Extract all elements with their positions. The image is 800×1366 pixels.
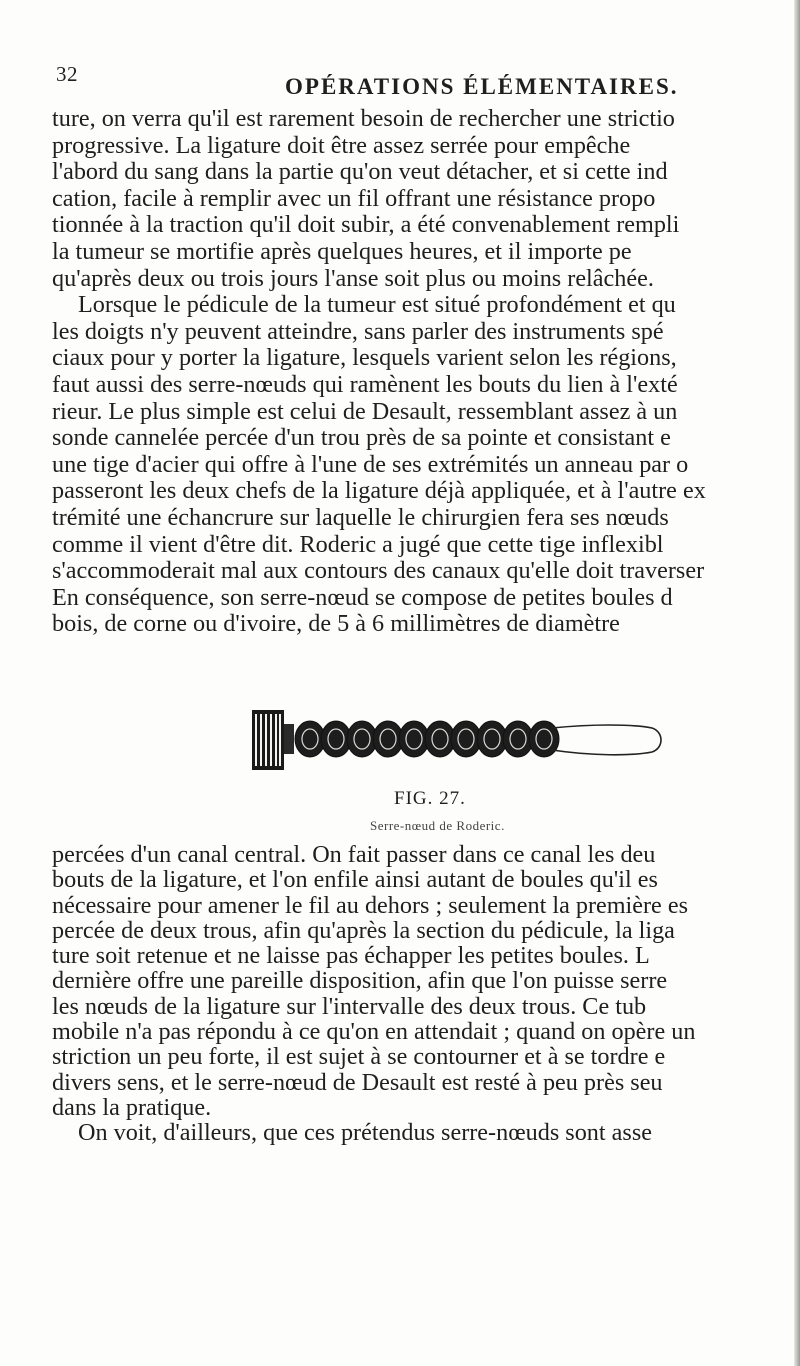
text-line: ture, on verra qu'il est rarement besoin de rechercher une strictio [52, 106, 675, 132]
text-line: percée de deux trous, afin qu'après la section du pédicule, la liga [52, 916, 675, 944]
text-line: On voit, d'ailleurs, que ces prétendus serre-nœuds sont asse [78, 1119, 652, 1146]
running-head: OPÉRATIONS ÉLÉMENTAIRES. [285, 74, 679, 99]
figure-subcaption: Serre-nœud de Roderic. [370, 818, 505, 833]
text-line: progressive. La ligature doit être assez serrée pour empêche [52, 131, 631, 159]
text-line: dernière offre une pareille disposition, afin que l'on puisse serre [52, 967, 668, 995]
text-line: dans la pratique. [52, 1093, 212, 1121]
text-line: une tige d'acier qui offre à l'une de ses extrémités un anneau par o [52, 450, 689, 478]
text-line: l'abord du sang dans la partie qu'on veut détacher, et si cette ind [52, 158, 668, 186]
text-line: sonde cannelée percée d'un trou près de sa pointe et consistant e [52, 424, 671, 452]
text-line: les nœuds de la ligature sur l'intervalle des deux trous. Ce tub [52, 992, 647, 1020]
ligature-loop [552, 725, 661, 755]
text-line: divers sens, et le serre-nœud de Desault est resté à peu près seu [52, 1068, 663, 1096]
text-line: tionnée à la traction qu'il doit subir, a été convenablement rempli [52, 211, 680, 239]
text-line: striction un peu forte, il est sujet à se contourner et à se tordre e [52, 1043, 666, 1071]
text-line: comme il vient d'être dit. Roderic a jugé que cette tige inflexibl [52, 530, 664, 558]
text-line: faut aussi des serre-nœuds qui ramènent les bouts du lien à l'exté [52, 370, 678, 398]
text-line: cation, facile à remplir avec un fil offrant une résistance propo [52, 184, 656, 212]
page-number: 32 [56, 62, 78, 86]
text-line: s'accommoderait mal aux contours des canaux qu'elle doit traverser [52, 557, 705, 585]
text-line: la tumeur se mortifie après quelques heures, et il importe pe [52, 237, 632, 265]
text-block-top [52, 106, 800, 638]
text-line: les doigts n'y peuvent atteindre, sans parler des instruments spé [52, 317, 664, 345]
text-line: percées d'un canal central. On fait passer dans ce canal les deu [52, 842, 656, 868]
text-line: trémité une échancrure sur laquelle le chirurgien fera ses nœuds [52, 503, 669, 531]
serre-noeud-illustration [252, 706, 752, 776]
text-block-bottom [52, 842, 800, 1146]
text-line: bouts de la ligature, et l'on enfile ainsi autant de boules qu'il es [52, 866, 658, 894]
serre-noeud-beads [295, 721, 559, 757]
text-line: bois, de corne ou d'ivoire, de 5 à 6 millimètres de diamètre [52, 610, 620, 638]
text-line: nécessaire pour amener le fil au dehors ; seulement la première es [52, 891, 688, 919]
text-line: ture soit retenue et ne laisse pas échapper les petites boules. L [52, 942, 650, 970]
text-line: qu'après deux ou trois jours l'anse soit plus ou moins relâchée. [52, 264, 654, 292]
text-line: passeront les deux chefs de la ligature déjà appliquée, et à l'autre ex [52, 477, 706, 505]
text-line: Lorsque le pédicule de la tumeur est situé profondément et qu [78, 291, 676, 319]
figure-caption: FIG. 27. [394, 788, 466, 809]
text-line: ciaux pour y porter la ligature, lesquels varient selon les régions, [52, 344, 677, 372]
text-line: rieur. Le plus simple est celui de Desault, ressemblant assez à un [52, 397, 678, 425]
text-line: mobile n'a pas répondu à ce qu'on en attendait ; quand on opère un [52, 1018, 696, 1046]
serre-noeud-handle [252, 710, 294, 770]
text-line: En conséquence, son serre-nœud se compose de petites boules d [52, 583, 673, 611]
